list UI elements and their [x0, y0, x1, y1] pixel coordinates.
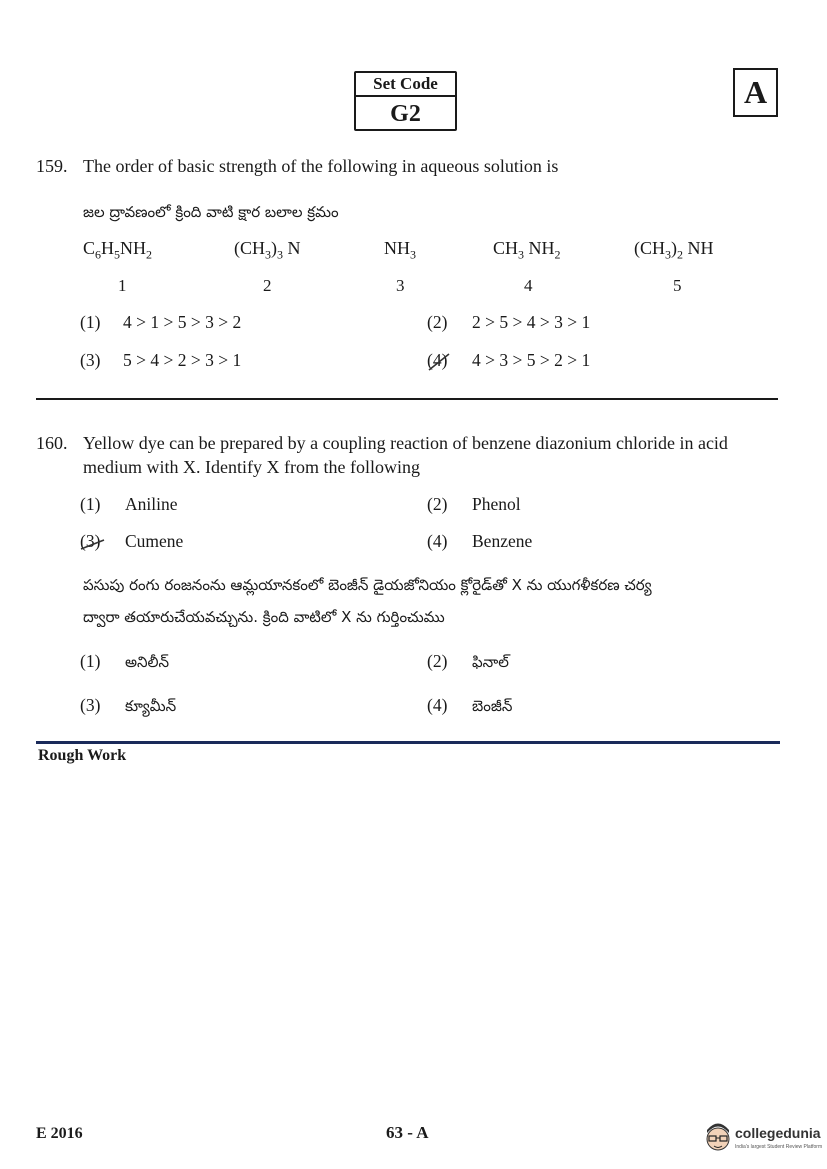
q160-option-1-num: (1)	[80, 494, 101, 514]
q160-text-line1: Yellow dye can be prepared by a coupling reaction of benzene diazonium chloride in acid	[83, 433, 728, 453]
watermark-logo	[703, 1117, 823, 1161]
pen-mark-icon	[78, 532, 108, 556]
q159-option-4: 4 > 3 > 5 > 2 > 1	[472, 350, 591, 370]
q160-option-4: Benzene	[472, 531, 533, 551]
q159-option-3: 5 > 4 > 2 > 3 > 1	[123, 350, 242, 370]
q160-option-1: Aniline	[125, 494, 178, 514]
compound-index-5: 5	[673, 276, 682, 295]
q159-option-2-num: (2)	[427, 312, 448, 332]
q160-tel-option-2-num: (2)	[427, 651, 448, 671]
q160-telugu-line2: ద్వారా తయారుచేయవచ్చును. క్రింది వాటిలో X ను గుర్తించుము	[83, 608, 445, 626]
q160-tel-option-4: బెంజీన్	[472, 697, 513, 715]
rough-work-label: Rough Work	[38, 747, 127, 764]
compound-index-2: 2	[263, 276, 272, 295]
compound-4: $CH_3$ $NH_2$	[493, 238, 561, 262]
watermark-brand: collegedunia	[735, 1125, 821, 1141]
q160-option-3: Cumene	[125, 531, 184, 551]
set-code-value: G2	[390, 101, 421, 127]
section-divider	[36, 398, 778, 400]
q159-number: 159.	[36, 156, 68, 176]
q160-option-3-num: (3)	[80, 531, 101, 551]
student-mascot-icon	[703, 1120, 733, 1156]
q159-telugu: జల ద్రావణంలో క్రింది వాటి క్షార బలాల క్రమం	[83, 203, 339, 221]
page-number: 63 - A	[386, 1123, 429, 1142]
q159-option-3-num: (3)	[80, 350, 101, 370]
q159-option-1-num: (1)	[80, 312, 101, 332]
q160-option-2-num: (2)	[427, 494, 448, 514]
q160-option-4-num: (4)	[427, 531, 448, 551]
footer-exam-code: E 2016	[36, 1125, 83, 1142]
set-code-label: Set Code	[356, 73, 455, 97]
pen-mark-icon	[425, 350, 455, 376]
compound-1: $C_6H_5NH_2$	[83, 238, 153, 262]
compound-index-4: 4	[524, 276, 533, 295]
compound-3: $NH_3$	[384, 238, 416, 262]
q160-tel-option-3-num: (3)	[80, 695, 101, 715]
q160-text-line2: medium with X. Identify X from the following	[83, 457, 420, 477]
q159-option-4-num: (4)	[427, 350, 448, 370]
q160-telugu-line1: పసుపు రంగు రంజనంను ఆమ్లయానకంలో బెంజీన్ డైయజోనియం క్లోరైడ్‌తో X ను యుగళీకరణ చర్య	[83, 576, 652, 594]
q160-tel-option-1: అనిలీన్	[125, 653, 170, 671]
set-code-box	[354, 71, 457, 131]
q159-option-2: 2 > 5 > 4 > 3 > 1	[472, 312, 591, 332]
watermark-tagline: India's largest Student Review Platform	[735, 1144, 823, 1150]
compound-2: $(CH_3)_3$ N	[234, 238, 301, 262]
rough-work-divider	[36, 741, 780, 744]
q160-number: 160.	[36, 433, 68, 453]
compound-5: $(CH_3)_2$ NH	[634, 238, 714, 262]
q160-tel-option-3: క్యూమీన్	[125, 697, 177, 715]
q160-tel-option-2: ఫినాల్	[472, 653, 509, 671]
q160-tel-option-4-num: (4)	[427, 695, 448, 715]
compound-index-3: 3	[396, 276, 405, 295]
q160-option-2: Phenol	[472, 494, 521, 514]
q159-option-1: 4 > 1 > 5 > 3 > 2	[123, 312, 242, 332]
q160-tel-option-1-num: (1)	[80, 651, 101, 671]
compound-index-1: 1	[118, 276, 127, 295]
booklet-series-box: A	[733, 68, 778, 117]
q159-text: The order of basic strength of the following in aqueous solution is	[83, 156, 559, 176]
